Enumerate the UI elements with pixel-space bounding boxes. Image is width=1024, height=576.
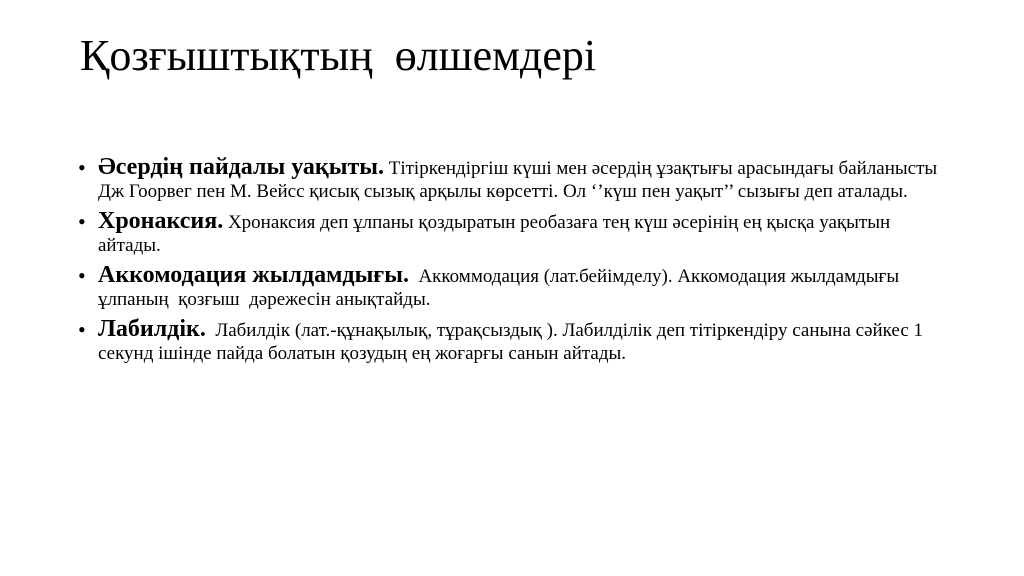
bullet-text: Лабилдік (лат.-құнақылық, тұрақсыздық ). Лабилділік деп тітіркендіру санына сәйкес 1 секунд ішінде пайда болатын қозудың ең жоғарғы санын айтады.: [98, 320, 928, 364]
bullet-dot-icon: •: [78, 317, 86, 342]
bullet-term: Әсердің пайдалы уақыты.: [98, 154, 384, 180]
bullet-dot-icon: •: [78, 155, 86, 180]
bullet-item-2: [78, 210, 938, 257]
bullet-text: Тітіркендіргіш күші мен әсердің ұзақтығы арасындағы байланысты Дж Гоорвег пен М. Вейсс қисық сызық арқылы көрсетті. Ол ‘’күш пен уақыт’’ сызығы деп аталады.: [98, 158, 942, 202]
bullet-text: Аккоммодация (лат.бейімделу). Аккомодация жылдамдығы ұлпаның қозғыш дәрежесін анықтайды.: [98, 266, 909, 310]
bullet-item-3: [78, 264, 938, 311]
bullet-item-1: [78, 154, 942, 203]
bullet-dot-icon: •: [78, 209, 86, 234]
bullet-term: Лабилдік.: [98, 316, 206, 342]
bullet-text: Хронаксия деп ұлпаны қоздыратын реобазаға тең күш әсерінің ең қысқа уақытын айтады.: [98, 212, 895, 256]
slide-title: Қозғыштықтың өлшемдері: [80, 31, 597, 80]
bullet-term: Хронаксия.: [98, 208, 224, 234]
bullet-dot-icon: •: [78, 263, 86, 288]
bullet-term: Аккомодация жылдамдығы.: [98, 262, 409, 288]
bullet-item-4: [78, 318, 938, 365]
bullet-list: [78, 154, 942, 372]
